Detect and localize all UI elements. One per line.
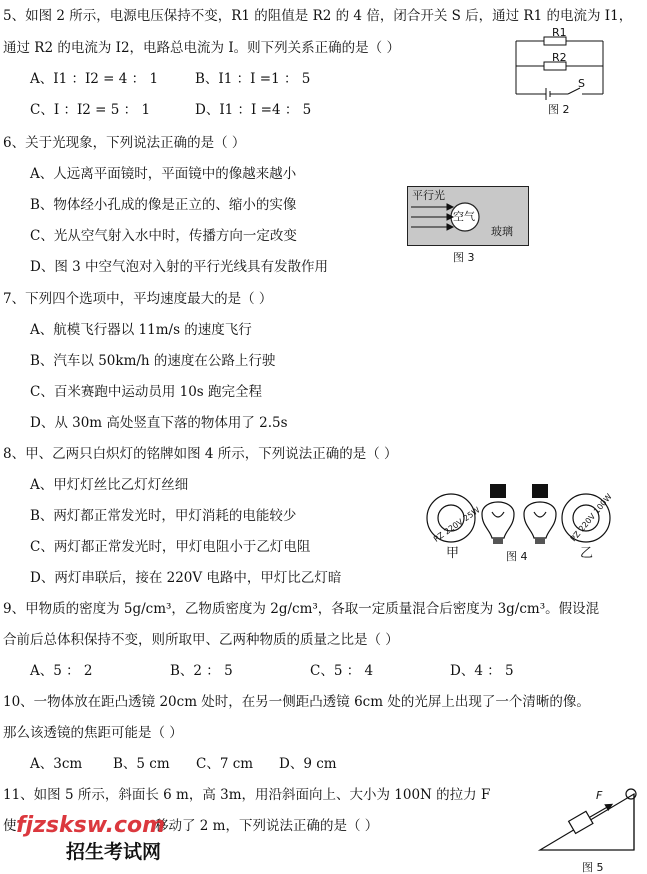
figure-3-air-bubble	[407, 186, 529, 264]
q8-option-a: A、甲灯灯丝比乙灯灯丝细	[30, 477, 189, 493]
fig2-caption: 图 2	[548, 103, 570, 116]
q8-line1: 8、甲、乙两只白炽灯的铭牌如图 4 所示，下列说法正确的是（ ）	[3, 446, 398, 462]
q11-line2-end: 移动了 2 m，下列说法正确的是（ ）	[155, 818, 379, 834]
watermark-site: fjzsksw.com	[16, 813, 166, 838]
q9-option-b: B、2 ： 5	[170, 663, 233, 679]
fig4-left-nameplate: PZ 220V 25W	[432, 505, 482, 544]
fig5-caption: 图 5	[582, 861, 604, 874]
q6-option-c: C、光从空气射入水中时，传播方向一定改变	[30, 228, 297, 244]
fig5-force-label: F	[596, 789, 603, 802]
q5-option-a: A、I1 ：I2 = 4 ： 1	[30, 71, 159, 87]
q5-option-b: B、I1 ：I =1 ： 5	[195, 71, 311, 87]
q9-option-c: C、5 ： 4	[310, 663, 374, 679]
fig3-caption: 图 3	[453, 251, 475, 264]
q5-option-d: D、I1 ：I =4 ： 5	[195, 102, 312, 118]
fig2-switch-label: S	[578, 77, 585, 90]
q5-option-c: C、I ：I2 = 5 ： 1	[30, 102, 151, 118]
q7-option-b: B、汽车以 50km/h 的速度在公路上行驶	[30, 353, 276, 369]
q10-option-d: D、9 cm	[279, 756, 337, 772]
fig4-right-nameplate: PZ 220V 100W	[568, 492, 614, 544]
q6-option-a: A、人远离平面镜时，平面镜中的像越来越小	[30, 166, 297, 182]
q7-option-c: C、百米赛跑中运动员用 10s 跑完全程	[30, 384, 263, 400]
q10-line2: 那么该透镜的焦距可能是（ ）	[3, 725, 183, 741]
fig4-left-label: 甲	[446, 546, 460, 561]
q9-line1: 9、甲物质的密度为 5g/cm³，乙物质密度为 2g/cm³，各取一定质量混合后密度为 3g/cm³。假设混	[3, 601, 600, 617]
q8-option-c: C、两灯都正常发光时，甲灯电阻小于乙灯电阻	[30, 539, 311, 555]
watermark-tagline: 招生考试网	[66, 841, 162, 863]
q10-option-b: B、5 cm	[113, 756, 170, 772]
q11-line2-start: 使	[3, 818, 17, 834]
fig2-r2-label: R2	[552, 51, 567, 64]
q7-option-a: A、航模飞行器以 11m/s 的速度飞行	[30, 322, 252, 338]
q10-line1: 10、一物体放在距凸透镜 20cm 处时，在另一侧距凸透镜 6cm 处的光屏上出现了一个清晰的像。	[3, 694, 590, 710]
q8-option-d: D、两灯串联后，接在 220V 电路中，甲灯比乙灯暗	[30, 570, 342, 586]
q8-option-b: B、两灯都正常发光时，甲灯消耗的电能较少	[30, 508, 297, 524]
q9-option-d: D、4 ： 5	[450, 663, 514, 679]
fig4-right-label: 乙	[580, 546, 594, 561]
figure-4-bulbs	[424, 480, 614, 562]
fig3-air-label: 空气	[453, 210, 475, 223]
figure-2-circuit	[508, 26, 608, 118]
q9-line2: 合前后总体积保持不变，则所取甲、乙两种物质的质量之比是（ ）	[3, 632, 399, 648]
q5-line2: 通过 R2 的电流为 I2，电路总电流为 I。则下列关系正确的是（ ）	[3, 40, 400, 56]
q6-option-d: D、图 3 中空气泡对入射的平行光线具有发散作用	[30, 259, 328, 275]
q11-line1: 11、如图 5 所示，斜面长 6 m，高 3m，用沿斜面向上、大小为 100N 的拉力 F	[3, 787, 491, 803]
q9-option-a: A、5 ： 2	[30, 663, 93, 679]
q7-option-d: D、从 30m 高处竖直下落的物体用了 2.5s	[30, 415, 288, 431]
q10-option-c: C、7 cm	[196, 756, 254, 772]
fig4-caption: 图 4	[506, 550, 528, 563]
q5-line1: 5、如图 2 所示，电源电压保持不变，R1 的阻值是 R2 的 4 倍，闭合开关 S 后，通过 R1 的电流为 I1，	[3, 8, 633, 24]
q6-option-b: B、物体经小孔成的像是正立的、缩小的实像	[30, 197, 297, 213]
q10-option-a: A、3cm	[30, 756, 83, 772]
q6-line1: 6、关于光现象，下列说法正确的是（ ）	[3, 135, 246, 151]
q7-line1: 7、下列四个选项中，平均速度最大的是（ ）	[3, 291, 273, 307]
figure-5-incline	[530, 778, 640, 874]
fig3-glass-label: 玻璃	[491, 225, 513, 238]
fig3-parallel-light-label: 平行光	[412, 189, 445, 202]
fig2-r1-label: R1	[552, 26, 567, 39]
